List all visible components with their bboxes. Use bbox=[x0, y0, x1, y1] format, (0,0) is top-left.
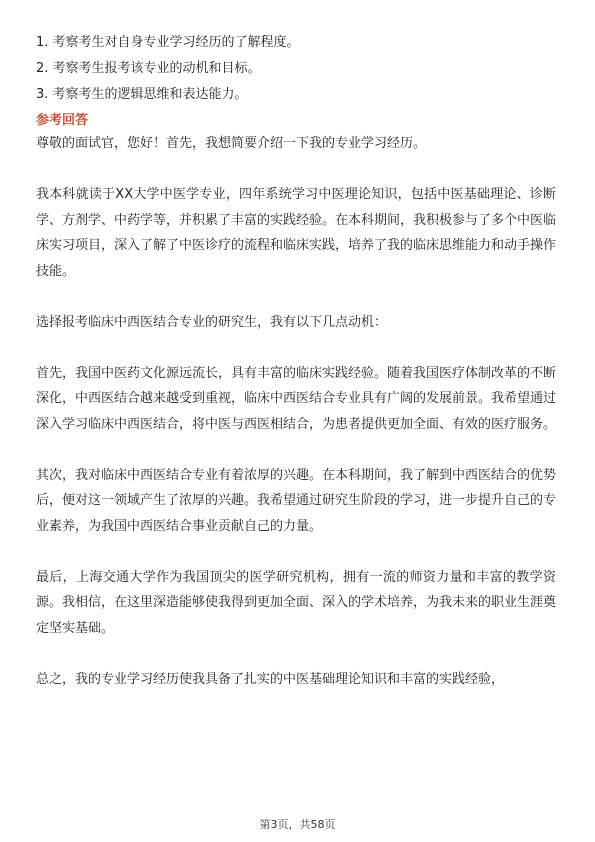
paragraph-background: 我本科就读于XX大学中医学专业，四年系统学习中医理论知识，包括中医基础理论、诊断学、方剂学、中药学等，并积累了丰富的实践经验。在本科期间，我积极参与了多个中医临床实习项目，深入了解了中医诊疗的流程和临床实践，培养了我的临床思维能力和动手操作技能。 bbox=[36, 187, 557, 279]
paragraph-greeting: 尊敬的面试官，您好！首先，我想简要介绍一下我的专业学习经历。 bbox=[36, 136, 427, 151]
paragraph-conclusion: 总之，我的专业学习经历使我具备了扎实的中医基础理论知识和丰富的实践经验， bbox=[36, 671, 505, 687]
section-title-reference-answer: 参考回答 bbox=[36, 113, 89, 128]
paragraph-motivation-intro: 选择报考临床中西医结合专业的研究生，我有以下几点动机： bbox=[36, 314, 388, 330]
list-item-3: 3. 考察考生的逻辑思维和表达能力。 bbox=[36, 87, 248, 102]
list-item-1: 1. 考察考生对自身专业学习经历的了解程度。 bbox=[36, 35, 300, 50]
page-number-footer: 第3页，共58页 bbox=[259, 818, 336, 831]
paragraph-motivation-second: 其次，我对临床中西医结合专业有着浓厚的兴趣。在本科期间，我了解到中西医结合的优势后，便对这一领域产生了浓厚的兴趣。我希望通过研究生阶段的学习，进一步提升自己的专业素养，为我国中西医结合事业贡献自己的力量。 bbox=[36, 467, 557, 534]
document-page bbox=[36, 30, 556, 692]
list-item-2: 2. 考察考生报考该专业的动机和目标。 bbox=[36, 61, 261, 76]
paragraph-motivation-first: 首先，我国中医药文化源远流长，具有丰富的临床实践经验。随着我国医疗体制改革的不断深化，中西医结合越来越受到重视，临床中西医结合专业具有广阔的发展前景。我希望通过深入学习临床中西医结合，将中医与西医相结合，为患者提供更加全面、有效的医疗服务。 bbox=[36, 365, 557, 432]
paragraph-motivation-last: 最后，上海交通大学作为我国顶尖的医学研究机构，拥有一流的师资力量和丰富的教学资源。我相信，在这里深造能够使我得到更加全面、深入的学术培养，为我未来的职业生涯奠定坚实基础。 bbox=[36, 569, 557, 636]
